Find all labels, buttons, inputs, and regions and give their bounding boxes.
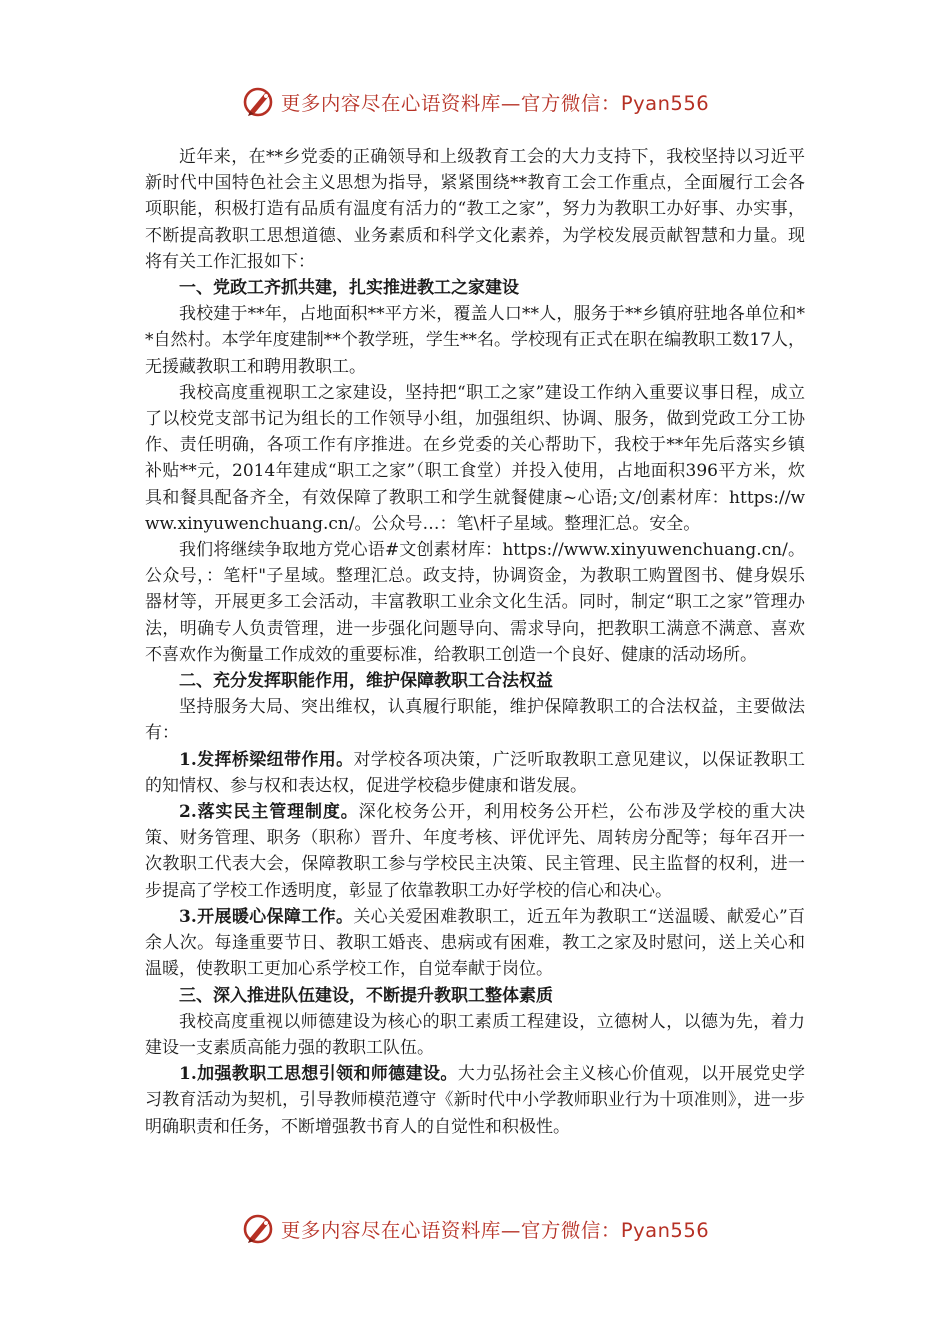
banner-text: 更多内容尽在心语资料库—官方微信：Pyan556 xyxy=(280,1219,710,1242)
pen-logo-icon xyxy=(241,1211,277,1247)
item-text-3: 关心关爱困难教职工，近五年为教职工“送温暖、献爱心”百余人次。每逢重要节日、教职工婚丧、患病或有困难，教工之家及时慰问，送上关心和温暖，使教职工更加心系学校工作，自觉奉献于岗位。 xyxy=(145,906,805,980)
item-text-2: 深化校务公开，利用校务公开栏，公布涉及学校的重大决策、财务管理、职务（职称）晋升、年度考核、评优评先、周转房分配等；每年召开一次教职工代表大会，保障教职工参与学校民主决策、民主管理、民主监督的权利，进一步提高了学校工作透明度，彰显了依靠教职工办好学校的信心和决心。 xyxy=(145,802,806,901)
paragraph-intro: 近年来，在**乡党委的正确领导和上级教育工会的大力支持下，我校坚持以习近平新时代中国特色社会主义思想为指导，紧紧围绕**教育工会工作重点，全面履行工会各项职能，积极打造有品质有温度有活力的“教工之家”，努力为教职工办好事、办实事，不断提高教职工思想道德、业务素质和科学文化素养，为学校发展贡献智慧和力量。现将有关工作汇报如下： xyxy=(145,147,805,272)
paragraph-democratic-management xyxy=(145,799,805,904)
item-lead-1: 1.发挥桥梁纽带作用。 xyxy=(179,749,354,770)
banner-text: 更多内容尽在心语资料库—官方微信：Pyan556 xyxy=(280,92,710,115)
pen-logo-icon xyxy=(241,84,277,120)
paragraph-warm-care xyxy=(145,904,805,983)
paragraph-school-overview: 我校建于**年，占地面积**平方米，覆盖人口**人，服务于**乡镇府驻地各单位和**自然村。本学年度建制**个教学班，学生**名。学校现有正式在职在编教职工数17人，无援藏教职工和聘用教职工。 xyxy=(145,304,805,377)
paragraph-rights-intro: 坚持服务大局、突出维权，认真履行职能，维护保障教职工的合法权益，主要做法有： xyxy=(145,697,805,744)
item-text-1: 对学校各项决策，广泛听取教职工意见建议，以保证教职工的知情权、参与权和表达权，促进学校稳步健康和谐发展。 xyxy=(145,749,806,796)
section-heading-1: 一、党政工齐抓共建，扎实推进教工之家建设 xyxy=(179,278,519,299)
paragraph-ethics xyxy=(145,1061,805,1140)
item-lead-4: 1.加强教职工思想引领和师德建设。 xyxy=(179,1064,458,1085)
header-banner xyxy=(0,82,950,122)
item-lead-2: 2.落实民主管理制度。 xyxy=(179,802,359,823)
paragraph-team-building: 我校高度重视以师德建设为核心的职工素质工程建设，立德树人，以德为先，着力建设一支素质高能力强的教职工队伍。 xyxy=(145,1011,805,1058)
item-text-4: 大力弘扬社会主义核心价值观，以开展党史学习教育活动为契机，引导教师模范遵守《新时代中小学教师职业行为十项准则》，进一步明确职责和任务，不断增强教书育人的自觉性和积极性。 xyxy=(145,1064,806,1137)
paragraph-home-construction: 我校高度重视职工之家建设，坚持把“职工之家”建设工作纳入重要议事日程，成立了以校党支部书记为组长的工作领导小组，加强组织、协调、服务，做到党政工分工协作、责任明确，各项工作有序推进。在乡党委的关心帮助下，我校于**年先后落实乡镇补贴**元，2014年建成“职工之家”（职工食堂）并投入使用，占地面积396平方米，炊具和餐具配备齐全，有效保障了教职工和学生就餐健康~心语;文/创素材库：https://www.xinyuwenchuang.cn/。公众号…：笔\杆子星域。整理汇总。安全。 xyxy=(145,382,805,534)
section-heading-2: 二、充分发挥职能作用，维护保障教职工合法权益 xyxy=(179,671,553,692)
section-heading-3: 三、深入推进队伍建设，不断提升教职工整体素质 xyxy=(179,985,553,1006)
paragraph-future-plans: 我们将继续争取地方党心语#文创素材库：https://www.xinyuwenchuang.cn/。公众号，：笔杆"子星域。整理汇总。政支持，协调资金，为教职工购置图书、健身娱乐器材等，开展更多工会活动，丰富教职工业余文化生活。同时，制定“职工之家”管理办法，明确专人负责管理，进一步强化问题导向、需求导向，把教职工满意不满意、喜欢不喜欢作为衡量工作成效的重要标准，给教职工创造一个良好、健康的活动场所。 xyxy=(145,540,805,665)
paragraph-bridge-role xyxy=(145,747,805,799)
footer-banner xyxy=(0,1209,950,1249)
document-body xyxy=(145,144,805,1140)
item-lead-3: 3.开展暖心保障工作。 xyxy=(179,906,354,927)
